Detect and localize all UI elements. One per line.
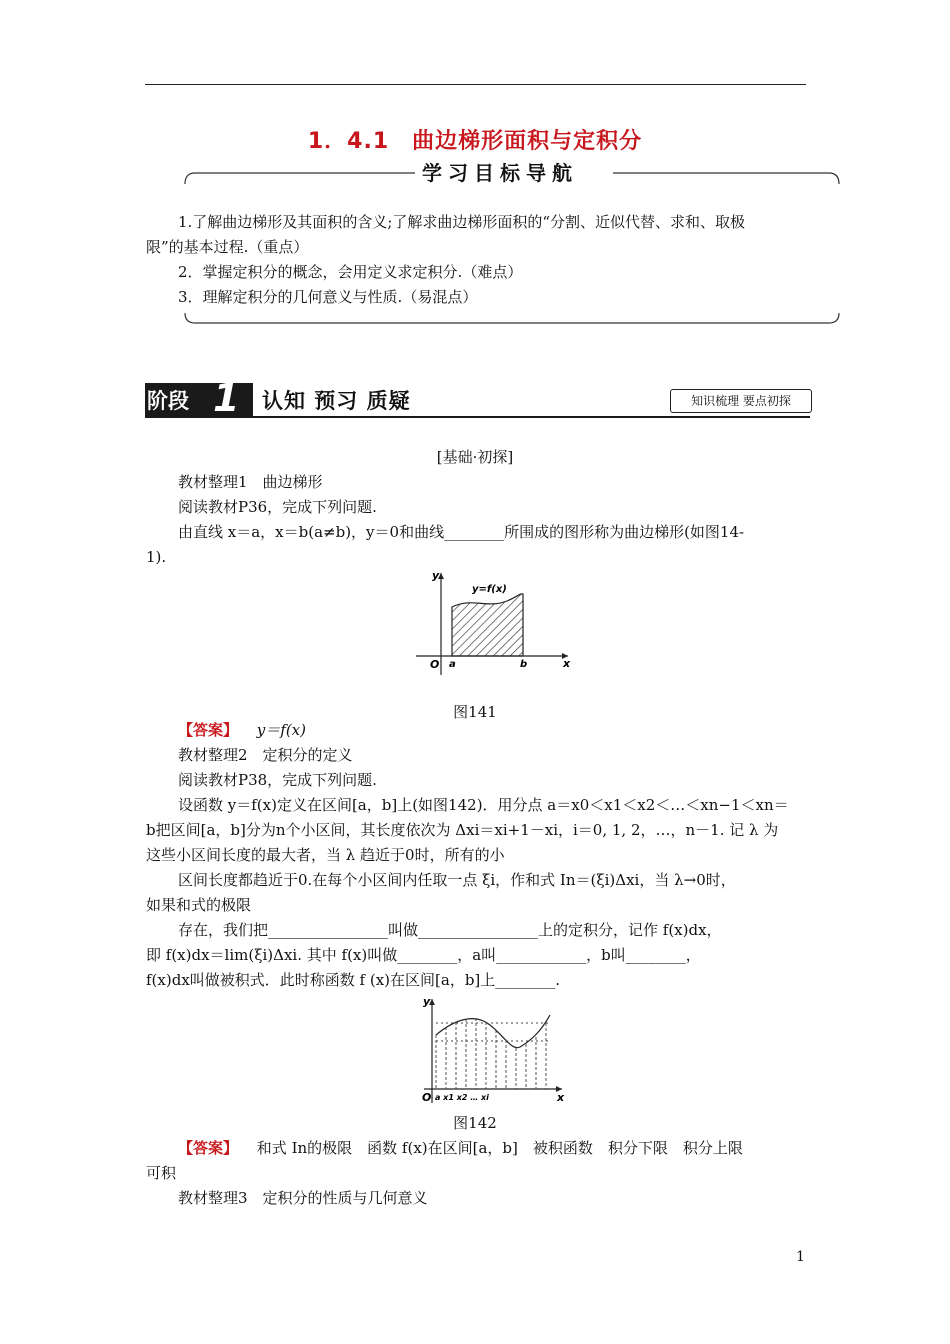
part2-line-1: 设函数 y＝f(x)定义在区间[a，b]上(如图142)．用分点 a＝x0＜x1＜x2＜…＜xn−1＜xn＝: [178, 796, 789, 814]
figure-142: [420, 993, 570, 1105]
goal-item-2: 2．掌握定积分的概念，会用定义求定积分.（难点）: [178, 263, 523, 281]
stage-rule: [145, 416, 810, 418]
part2-line-2: b把区间[a，b]分为n个小区间，其长度依次为 Δxi＝xi+1－xi，i＝0, 1, 2，…，n－1. 记 λ 为: [146, 821, 779, 839]
part1-heading: 教材整理1 曲边梯形: [178, 473, 323, 491]
header-rule: [145, 84, 806, 85]
stage-tag: 知识梳理 要点初探: [670, 389, 812, 413]
goals-heading: 学习目标导航: [416, 157, 584, 186]
origin-label: O: [422, 1091, 432, 1104]
stage-title: 认知 预习 质疑: [262, 389, 411, 413]
part2-line-6: 存在，我们把________________叫做________________上的定积分，记作 f(x)dx，: [178, 921, 722, 939]
answer-2-text: 和式 In的极限 函数 f(x)在区间[a，b] 被积函数 积分下限 积分上限: [256, 1139, 743, 1157]
part2-line-8: f(x)dx叫做被积式．此时称函数 f (x)在区间[a，b]上________.: [146, 971, 561, 989]
stage-number: 1: [213, 376, 240, 420]
figure-142-caption: 图142: [453, 1114, 497, 1132]
curve-label: y=f(x): [472, 584, 507, 595]
part2-line-3: 这些小区间长度的最大者，当 λ 趋近于0时，所有的小: [146, 846, 505, 864]
partition-lines: [436, 1018, 550, 1089]
point-b-label: b: [520, 659, 528, 670]
section-label: [基础·初探]: [436, 448, 514, 466]
part2-line-4: 区间长度都趋近于0.在每个小区间内任取一点 ξi，作和式 In＝(ξi)Δxi，当 λ→0时，: [178, 871, 736, 889]
part2-read: 阅读教材P38，完成下列问题.: [178, 771, 377, 789]
point-a-label: a: [449, 659, 456, 670]
curve: [436, 1015, 550, 1048]
figure-141-caption: 图141: [453, 703, 497, 721]
answer-1: [178, 718, 306, 742]
goal-item-3: 3．理解定积分的几何意义与性质.（易混点）: [178, 288, 478, 306]
axis-x-label: x: [557, 1091, 565, 1104]
tick-labels: a x1 x2 … xi: [435, 1093, 489, 1102]
shaded-region: [452, 594, 523, 656]
page-number: 1: [796, 1249, 805, 1265]
part1-read: 阅读教材P36，完成下列问题.: [178, 498, 377, 516]
part1-text2: 1).: [146, 548, 167, 566]
figure-141: [412, 567, 572, 677]
stage-label: 阶段: [147, 389, 189, 413]
axis-x-label: x: [563, 657, 571, 670]
axis-y-label: y: [432, 569, 440, 582]
axis-y-label: y: [423, 995, 431, 1008]
origin-label: O: [430, 658, 440, 671]
part2-line-5: 如果和式的极限: [146, 896, 252, 914]
part3-heading: 教材整理3 定积分的性质与几何意义: [178, 1189, 428, 1207]
answer-1-label: 【答案】: [178, 721, 239, 739]
answer-1-text: y＝f(x): [256, 721, 306, 739]
page-title: 1．4.1 曲边梯形面积与定积分: [307, 129, 643, 154]
part2-line-7: 即 f(x)dx＝lim(ξi)Δxi. 其中 f(x)叫做________，a叫____________，b叫________，: [146, 946, 701, 964]
goal-item-1b: 限”的基本过程.（重点）: [146, 238, 309, 256]
answer-2: [178, 1136, 743, 1160]
part1-text1: 由直线 x＝a，x＝b(a≠b)，y＝0和曲线________所围成的图形称为曲边梯形(如图14-: [178, 523, 745, 541]
goal-item-1: 1.了解曲边梯形及其面积的含义;了解求曲边梯形面积的“分割、近似代替、求和、取极: [178, 213, 746, 231]
answer-2-label: 【答案】: [178, 1139, 239, 1157]
part2-heading: 教材整理2 定积分的定义: [178, 746, 353, 764]
answer-2-text-b: 可积: [146, 1164, 177, 1182]
